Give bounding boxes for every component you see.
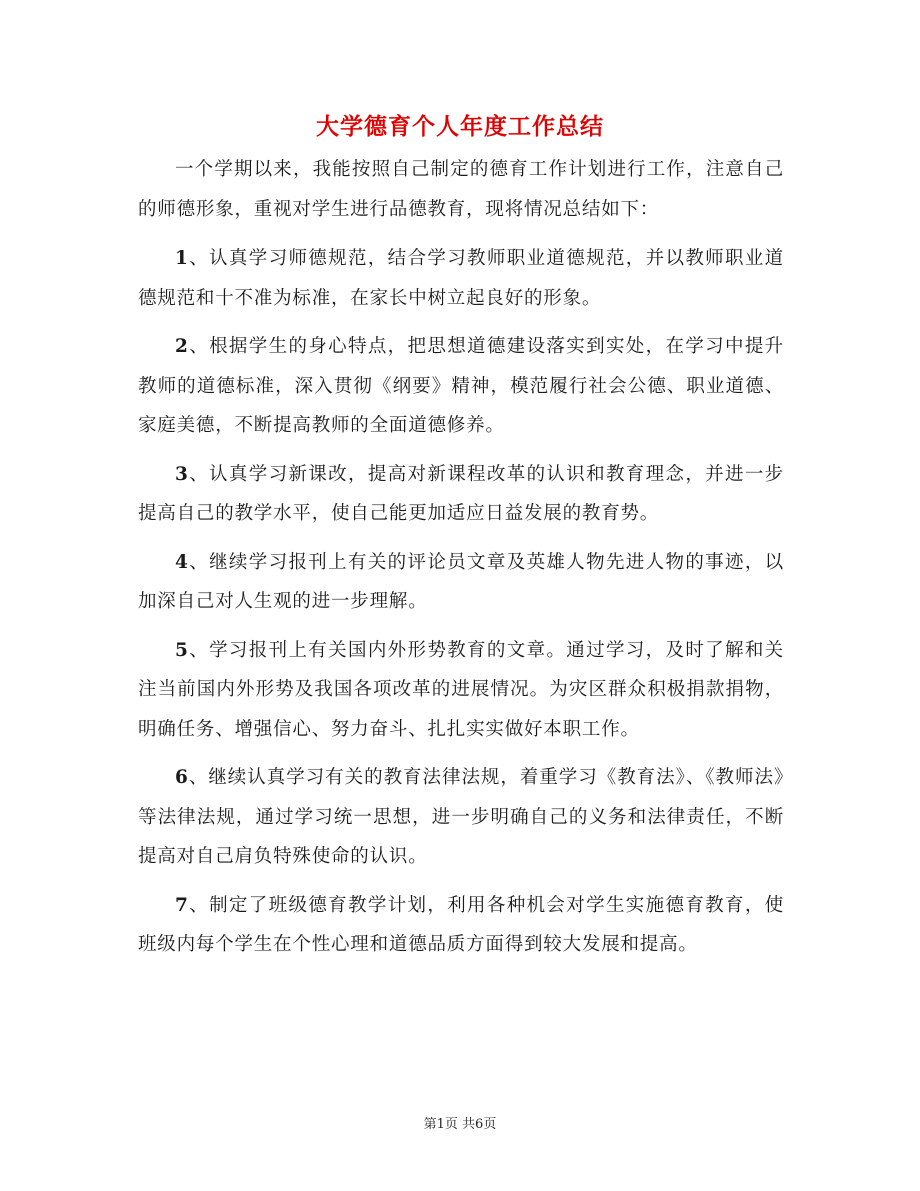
item-number: 2 [175,336,189,357]
list-item-3 [138,455,784,534]
document-title: 大学德育个人年度工作总结 [316,114,604,140]
item-number: 4 [175,551,189,573]
page-footer: 第1页 共6页 [423,1117,497,1132]
item-text: 、继续认真学习有关的教育法律法规，着重学习《教育法》、《教师法》等法律法规，通过学习统一思想，进一步明确自己的义务和法律责任，不断提高对自己肩负特殊使命的认识。 [138,767,784,867]
item-number: 5 [175,639,189,661]
item-number: 7 [175,894,189,916]
item-number: 1 [175,248,189,269]
item-text: 、认真学习新课改，提高对新课程改革的认识和教育理念，并进一步提高自己的教学水平，使自己能更加适应日益发展的教育势。 [138,463,784,524]
list-item-1 [138,239,784,318]
item-text: 、制定了班级德育教学计划，利用各种机会对学生实施德育教育，使班级内每个学生在个性心理和道德品质方面得到较大发展和提高。 [138,894,784,955]
list-item-4 [138,543,784,622]
item-text: 、学习报刊上有关国内外形势教育的文章。通过学习，及时了解和关注当前国内外形势及我国各项改革的进展情况。为灾区群众积极捐款捐物，明确任务、增强信心、努力奋斗、扎扎实实做好本职工作。 [138,639,784,740]
item-text: 、根据学生的身心特点，把思想道德建设落实到实处，在学习中提升教师的道德标准，深入贯彻《纲要》精神，模范履行社会公德、职业道德、家庭美德，不断提高教师的全面道德修养。 [138,336,784,436]
item-text: 、认真学习师德规范，结合学习教师职业道德规范，并以教师职业道德规范和十不准为标准，在家长中树立起良好的形象。 [138,248,784,309]
list-item-5 [138,631,784,750]
document-body [138,150,784,974]
list-item-2 [138,327,784,446]
item-number: 3 [175,463,189,485]
item-number: 6 [175,767,189,788]
list-item-6 [138,758,784,877]
item-text: 、继续学习报刊上有关的评论员文章及英雄人物先进人物的事迹，以加深自己对人生观的进一步理解。 [138,551,784,612]
intro-paragraph: 一个学期以来，我能按照自己制定的德育工作计划进行工作，注意自己的师德形象，重视对学生进行品德教育，现将情况总结如下： [138,159,784,220]
list-item-7 [138,886,784,965]
